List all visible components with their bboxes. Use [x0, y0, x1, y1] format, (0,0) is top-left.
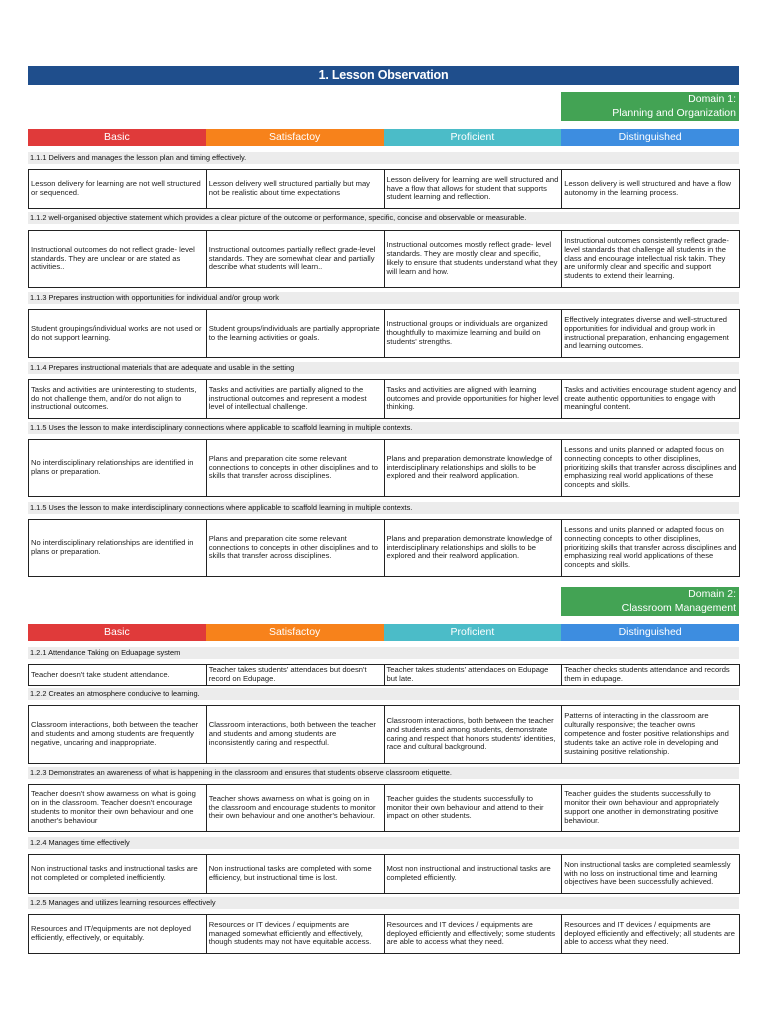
rubric-row [28, 230, 740, 288]
cell-basic: Instructional outcomes do not reflect grade- level standards. They are unclear or are stated as activities.. [29, 231, 207, 287]
criterion-heading: 1.2.2 Creates an atmosphere conducive to learning. [28, 688, 739, 700]
cell-basic: Teacher doesn't take student attendance. [29, 665, 207, 685]
criterion-heading: 1.1.1 Delivers and manages the lesson plan and timing effectively. [28, 152, 739, 164]
cell-satisfactory: Lesson delivery well structured partially but may not be realistic about time expectations [207, 170, 385, 208]
rubric-row [28, 854, 740, 894]
domain-2-name: Classroom Management [621, 601, 736, 614]
cell-basic: Lesson delivery for learning are not well structured or sequenced. [29, 170, 207, 208]
cell-distinguished: Non instructional tasks are completed seamlessly with no loss on instructional time and learning objectives have been successfully achieved. [564, 859, 731, 887]
cell-basic: No interdisciplinary relationships are identified in plans or preparation. [29, 440, 207, 496]
cell-proficient: Tasks and activities are aligned with learning outcomes and provide opportunities for higher level thinking. [385, 380, 563, 418]
cell-distinguished: Lessons and units planned or adapted focus on connecting concepts to other disciplines, prioritizing skills that transfer across disciplines and emphasizing real world applications of these concepts and skills. [564, 524, 737, 570]
criterion-heading: 1.1.5 Uses the lesson to make interdisciplinary connections where applicable to scaffold learning in multiple contexts. [28, 502, 739, 514]
level-proficient: Proficient [384, 129, 562, 146]
criterion-heading: 1.1.4 Prepares instructional materials that are adequate and usable in the setting [28, 362, 739, 374]
cell-distinguished: Teacher guides the students successfully to monitor their own behaviour and appropriately support one another in demonstrating positive behaviour. [564, 789, 719, 825]
rubric-row [28, 439, 740, 497]
rubric-row [28, 705, 740, 764]
cell-satisfactory: Teacher shows awarness on what is going on in the classroom and encourage students to monitor their own behaviour and one another's behaviour. [207, 785, 385, 831]
criterion-heading: 1.1.5 Uses the lesson to make interdisciplinary connections where applicable to scaffold learning in multiple contexts. [28, 422, 739, 434]
level-satisfactory: Satisfactoy [206, 624, 384, 641]
cell-proficient: Resources and IT devices / equipments are deployed efficiently and effectively; some students are able to access what they need. [385, 915, 563, 953]
level-header-domain-1 [28, 129, 739, 146]
level-basic: Basic [28, 624, 206, 641]
cell-proficient: Most non instructional and instructional tasks are completed efficiently. [385, 855, 563, 893]
criterion-heading: 1.1.2 well-organised objective statement which provides a clear picture of the outcome or performance, specific, concise and observable or measurable. [28, 212, 739, 224]
rubric-row [28, 914, 740, 954]
cell-basic: Student groupings/individual works are not used or do not support learning. [29, 310, 207, 357]
page-title: 1. Lesson Observation [28, 66, 739, 85]
domain-2-number: Domain 2: [688, 588, 736, 600]
cell-distinguished: Teacher checks students attendance and records them in edupage. [564, 665, 730, 683]
level-header-domain-2 [28, 624, 739, 641]
cell-satisfactory: Non instructional tasks are completed with some efficiency, but instructional time is lost. [207, 855, 385, 893]
cell-basic: Teacher doesn't show awarness on what is going on in the classroom. Teacher doesn't encourage students to monitor their own behaviour and one another's behaviour [29, 785, 207, 831]
domain-1-number: Domain 1: [688, 93, 736, 105]
cell-proficient: Teacher guides the students successfully to monitor their own behaviour and attend to their impact on other students. [385, 785, 563, 831]
cell-distinguished: Tasks and activities encourage student agency and create authentic opportunities to engage with meaningful content. [564, 384, 737, 412]
domain-1-name: Planning and Organization [612, 106, 736, 119]
domain-2-header [561, 587, 739, 616]
level-distinguished: Distinguished [561, 129, 739, 146]
cell-proficient: Plans and preparation demonstrate knowledge of interdisciplinary relationships and skills to be explored and their realword application. [385, 440, 563, 496]
level-satisfactory: Satisfactoy [206, 129, 384, 146]
rubric-row [28, 784, 740, 832]
cell-satisfactory: Classroom interactions, both between the teacher and students and among students are inconsistently caring and respectful. [207, 706, 385, 763]
criterion-heading: 1.2.1 Attendance Taking on Eduapage system [28, 647, 739, 659]
cell-basic: No interdisciplinary relationships are identified in plans or preparation. [29, 520, 207, 576]
criterion-heading: 1.1.3 Prepares instruction with opportunities for individual and/or group work [28, 292, 739, 304]
cell-satisfactory: Plans and preparation cite some relevant connections to concepts in other disciplines and to skills that transfer across disciplines. [207, 440, 385, 496]
level-distinguished: Distinguished [561, 624, 739, 641]
rubric-row [28, 519, 740, 577]
level-basic: Basic [28, 129, 206, 146]
cell-satisfactory: Tasks and activities are partially aligned to the instructional outcomes and represent a modest level of intellectual challenge. [207, 380, 385, 418]
criterion-heading: 1.2.5 Manages and utilizes learning resources effectively [28, 897, 739, 909]
cell-proficient: Lesson delivery for learning are well structured and have a flow that allows for student that supports student learning and reflection. [385, 170, 563, 208]
level-proficient: Proficient [384, 624, 562, 641]
cell-proficient: Teacher takes students' attendaces on Edupage but late. [385, 665, 563, 685]
cell-satisfactory: Instructional outcomes partially reflect grade-level standards. They are somewhat clear and partially describe what students will learn.. [207, 231, 385, 287]
criterion-heading: 1.2.4 Manages time effectively [28, 837, 739, 849]
cell-basic: Classroom interactions, both between the teacher and students and among students are frequently negative, uncaring and inappropriate. [29, 706, 207, 763]
rubric-row [28, 309, 740, 358]
cell-basic: Resources and IT/equipments are not deployed efficiently, effectively, or equitably. [29, 915, 207, 953]
cell-proficient: Instructional outcomes mostly reflect grade- level standards. They are mostly clear and specific, likely to ensure that students understand what they will learn and how. [385, 231, 563, 287]
cell-distinguished: Effectively integrates diverse and well-structured opportunities for individual and group work in instructional preparation, enhancing engagement and learning outcomes. [564, 314, 729, 351]
cell-satisfactory: Resources or IT devices / equipments are managed somewhat efficiently and effectively, though students may not have equitable access. [207, 915, 385, 953]
cell-distinguished: Lessons and units planned or adapted focus on connecting concepts to other disciplines, prioritizing skills that transfer across disciplines and emphasizing real world applications of these concepts and skills. [564, 444, 737, 490]
cell-satisfactory: Plans and preparation cite some relevant connections to concepts in other disciplines and to skills that transfer across disciplines. [207, 520, 385, 576]
cell-basic: Non instructional tasks and instructional tasks are not completed or completed inefficiently. [29, 855, 207, 893]
cell-satisfactory: Student groups/individuals are partially appropriate to the learning activities or goals. [207, 310, 385, 357]
cell-proficient: Instructional groups or individuals are organized thoughtfully to maximize learning and build on students' strengths. [385, 310, 563, 357]
cell-distinguished: Lesson delivery is well structured and have a flow autonomy in the learning process. [564, 179, 731, 197]
cell-satisfactory: Teacher takes students' attendaces but doesn't record on Edupage. [207, 665, 385, 685]
cell-proficient: Classroom interactions, both between the teacher and students and among students, demonstrate caring and respect that honors students' identities, race and cultural background. [385, 706, 563, 763]
cell-basic: Tasks and activities are uninteresting to students, do not challenge them, and/or do not align to instructional outcomes. [29, 380, 207, 418]
cell-distinguished: Resources and IT devices / equipments are deployed efficiently and effectively; all students are able to access what they need. [564, 919, 735, 947]
rubric-row [28, 169, 740, 209]
criterion-heading: 1.2.3 Demonstrates an awareness of what is happening in the classroom and ensures that students observe classroom etiquette. [28, 767, 739, 779]
rubric-row [28, 664, 740, 686]
cell-proficient: Plans and preparation demonstrate knowledge of interdisciplinary relationships and skills to be explored and their realword application. [385, 520, 563, 576]
cell-distinguished: Instructional outcomes consistently reflect grade- level standards that challenge all students in the class and encourage intellectual risk takin. They are uniformly clear and specific and support students to extend their learning. [564, 235, 729, 281]
rubric-row [28, 379, 740, 419]
domain-1-header [561, 92, 739, 121]
cell-distinguished: Patterns of interacting in the classroom are culturally responsive; the teacher owns competence and foster positive relationships and students take an active role in developing and sustaining positive relationship. [564, 711, 729, 756]
